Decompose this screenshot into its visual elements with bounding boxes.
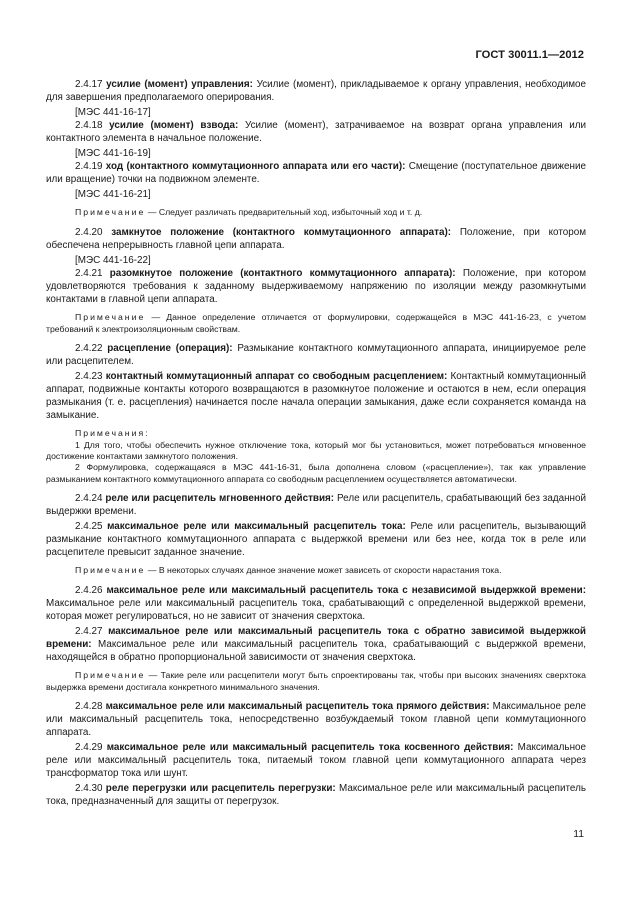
clause-number: 2.4.19	[75, 161, 103, 173]
clause-number: 2.4.17	[75, 79, 103, 90]
term-definition	[46, 492, 586, 518]
term-text: Реле или расцепитель, срабатывающий без заданной выдержки времени.	[46, 493, 586, 518]
term-text: Реле или расцепитель, вызывающий размыкание контактного коммутационного аппарата с выдержкой времени или без нее, когда ток в реле или расцепителе превысит заданное значение.	[46, 521, 586, 559]
term-name: замкнутое положение (контактного коммутационного аппарата):	[111, 226, 452, 238]
clause-number: 2.4.27	[75, 626, 103, 638]
term-definition	[46, 584, 586, 623]
term-definition	[46, 625, 586, 664]
clause-number: 2.4.30	[75, 783, 103, 795]
note	[46, 670, 586, 693]
term-name: усилие (момент) управления:	[106, 79, 253, 90]
iec-reference: [МЭС 441-16-19]	[75, 148, 151, 160]
note-label: Примечание	[75, 312, 146, 323]
term-text: Максимальное реле или максимальный расцепитель тока, питаемый током главной цепи коммутационного аппарата через трансформатор тока или шунт.	[46, 742, 587, 780]
clause-number: 2.4.21	[75, 267, 103, 279]
term-text: Усилие (момент), затрачиваемое на возврат органа управления или контактного элемента в начальное положение.	[46, 120, 587, 145]
note-text: — Такие реле или расцепители могут быть спроектированы так, чтобы при высоких значениях сверхтока выдержка времени достигала конкретного минимального значения.	[46, 670, 587, 692]
notes-label-line	[46, 428, 586, 439]
clause-number: 2.4.26	[75, 584, 103, 596]
term-name: реле или расцепитель мгновенного действия:	[105, 493, 335, 505]
term-name: максимальное реле или максимальный расцепитель тока с независимой выдержкой времени:	[106, 584, 587, 596]
note	[46, 312, 586, 335]
note	[46, 565, 586, 576]
clause-number: 2.4.29	[75, 742, 103, 754]
term-definition	[46, 782, 586, 808]
clause-number: 2.4.25	[75, 521, 103, 533]
note-text: — В некоторых случаях данное значение может зависеть от скорости нарастания тока.	[147, 565, 502, 576]
clause-number: 2.4.18	[75, 120, 103, 132]
clause-number: 2.4.22	[75, 342, 103, 354]
term-text: Размыкание контактного коммутационного аппарата, инициируемое реле или расцепителем.	[46, 342, 586, 367]
term-definition	[46, 741, 586, 780]
term-definition	[46, 520, 586, 559]
document-body	[46, 78, 586, 810]
term-name: расцепление (операция):	[107, 342, 233, 354]
term-definition	[46, 370, 586, 422]
term-definition	[46, 119, 586, 145]
term-definition	[46, 226, 586, 252]
term-text: Положение, при котором удовлетворяются требования к заданному выдерживаемому напряжению по изоляции между разомкнутыми контактами в главной цепи аппарата.	[46, 267, 587, 306]
term-text: Максимальное реле или максимальный расцепитель тока, непосредственно возбуждаемый током главной цепи коммутационного аппарата.	[46, 700, 587, 739]
note-label: Примечание	[75, 565, 146, 576]
term-name: максимальное реле или максимальный расцепитель тока:	[107, 521, 406, 533]
note-text: — Следует различать предварительный ход, избыточный ход и т. д.	[147, 207, 423, 218]
term-name: реле перегрузки или расцепитель перегрузки:	[105, 783, 336, 795]
term-text: Смещение (поступательное движение или вращение) точки на подвижном элементе.	[46, 161, 586, 186]
note-text: — Данное определение отличается от формулировки, содержащейся в МЭС 441-16-23, с учетом требований к электроизоляционным свойствам.	[46, 312, 586, 334]
notes-label: Примечания:	[75, 428, 150, 439]
standard-code-header: ГОСТ 30011.1—2012	[475, 49, 584, 61]
term-name: максимальное реле или максимальный расцепитель тока прямого действия:	[105, 700, 490, 712]
notes-block	[46, 428, 586, 485]
term-text: Максимальное реле или максимальный расцепитель тока, срабатывающий с определенной выдержкой времени, которая может регулироваться, но не зависит от значения сверхтока.	[46, 597, 586, 622]
note-item: 1 Для того, чтобы обеспечить нужное отключение тока, который мог бы установиться, может потребоваться мгновенное достижение контактами замкнутого положения.	[46, 439, 586, 462]
term-text: Положение, при котором обеспечена непрерывность главной цепи аппарата.	[46, 226, 586, 251]
term-name: ход (контактного коммутационного аппарата или его части):	[105, 161, 406, 173]
term-name: разомкнутое положение (контактного коммутационного аппарата):	[109, 267, 456, 279]
term-definition	[46, 700, 586, 739]
term-definition	[46, 78, 586, 104]
note-item: 2 Формулировка, содержащаяся в МЭС 441-16-31, была дополнена словом («расцепление»), так как управление размыканием контактного коммутационного аппарата со свободным расцеплением осуществляется автоматически.	[46, 462, 586, 484]
note-label: Примечание	[75, 207, 146, 218]
iec-reference: [МЭС 441-16-17]	[75, 107, 151, 119]
iec-reference: [МЭС 441-16-21]	[75, 189, 151, 201]
clause-number: 2.4.23	[75, 371, 103, 383]
term-name: контактный коммутационный аппарат со свободным расцеплением:	[105, 371, 448, 383]
note	[46, 207, 586, 218]
clause-number: 2.4.24	[75, 493, 103, 505]
term-text: Максимальное реле или максимальный расцепитель тока, срабатывающий с выдержкой времени, находящейся в обратно пропорциональной зависимости от значения сверхтока.	[46, 639, 586, 664]
term-name: максимальное реле или максимальный расцепитель тока с обратно зависимой выдержкой времени:	[46, 626, 586, 651]
term-definition	[46, 342, 586, 368]
clause-number: 2.4.20	[75, 226, 103, 238]
clause-number: 2.4.28	[75, 700, 103, 712]
term-text: Максимальное реле или максимальный расцепитель тока, предназначенный для защиты от перегрузок.	[46, 783, 586, 808]
term-name: максимальное реле или максимальный расцепитель тока косвенного действия:	[106, 742, 514, 754]
page-number: 11	[573, 829, 584, 840]
term-name: усилие (момент) взвода:	[109, 120, 239, 132]
term-definition	[46, 267, 586, 306]
term-text: Контактный коммутационный аппарат, подвижные контакты которого возвращаются в разомкнутое положение и остаются в нем, если операция размыкания (т. е. расцепления) начинается после начала операции замыкания, даже если сохраняется команда на замыкание.	[46, 371, 586, 422]
term-definition	[46, 160, 586, 186]
term-text: Усилие (момент), прикладываемое к органу управления, необходимое для завершения предполагаемого оперирования.	[46, 79, 586, 104]
iec-reference: [МЭС 441-16-22]	[75, 254, 151, 266]
note-label: Примечание	[75, 670, 146, 681]
